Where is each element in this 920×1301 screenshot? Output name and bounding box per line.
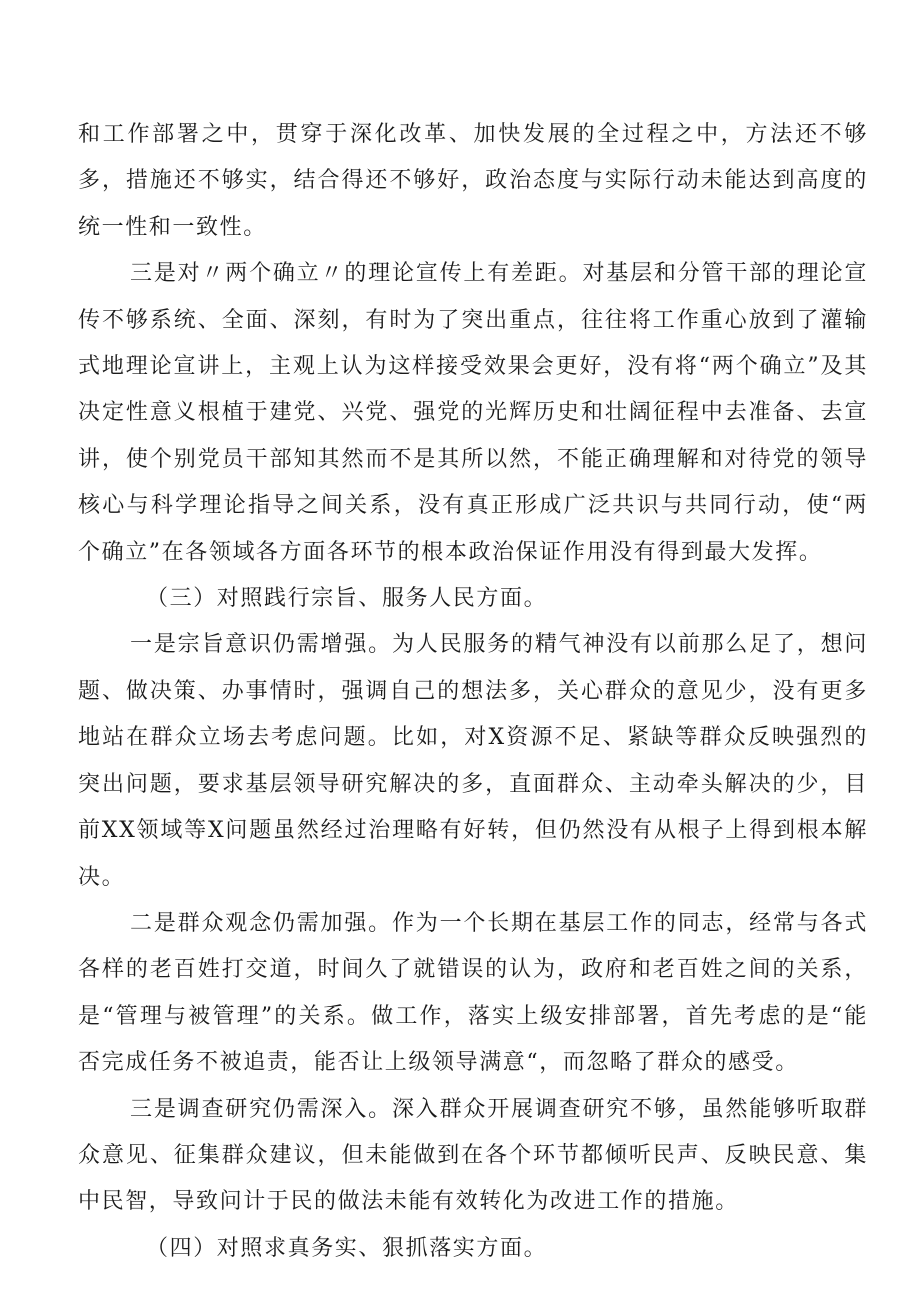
paragraph-continued: 和工作部署之中，贯穿于深化改革、加快发展的全过程之中，方法还不够多，措施还不够实，结合得还不够好，政治态度与实际行动未能达到高度的统一性和一致性。 xyxy=(78,122,868,240)
paragraph-purpose-awareness: 一是宗旨意识仍需增强。为人民服务的精气神没有以前那么足了，想问题、做决策、办事情时，强调自己的想法多，关心群众的意见少，没有更多地站在群众立场去考虑问题。比如，对X资源不足、紧缺等群众反映强烈的突出问题，要求基层领导研究解决的多，直面群众、主动牵头解决的少，目前XX领域等X问题虽然经过治理略有好转，但仍然没有从根子上得到根本解决。 xyxy=(78,632,868,890)
paragraph-theory-publicity: 三是对〃两个确立〃的理论宣传上有差距。对基层和分管干部的理论宣传不够系统、全面、深刻，有时为了突出重点，往往将工作重心放到了灌输式地理论宣讲上，主观上认为这样接受效果会更好，没有将“两个确立”及其决定性意义根植于建党、兴党、强党的光辉历史和壮阔征程中去准备、去宣讲，使个别党员干部知其然而不是其所以然，不能正确理解和对待党的领导核心与科学理论指导之间关系，没有真正形成广泛共识与共同行动，使“两个确立”在各领域各方面各环节的根本政治保证作用没有得到最大发挥。 xyxy=(78,261,868,565)
section-heading-3: （三）对照践行宗旨、服务人民方面。 xyxy=(146,586,548,612)
paragraph-mass-viewpoint: 二是群众观念仍需加强。作为一个长期在基层工作的同志，经常与各式各样的老百姓打交道，时间久了就错误的认为，政府和老百姓之间的关系，是“管理与被管理”的关系。做工作，落实上级安排部署，首先考虑的是“能否完成任务不被追责，能否让上级领导满意“，而忽略了群众的感受。 xyxy=(78,910,868,1076)
section-heading-4: （四）对照求真务实、狠抓落实方面。 xyxy=(146,1235,548,1261)
paragraph-investigation-research: 三是调查研究仍需深入。深入群众开展调查研究不够，虽然能够听取群众意见、征集群众建议，但未能做到在各个环节都倾听民声、反映民意、集中民智，导致问计于民的做法未能有效转化为改进工作的措施。 xyxy=(78,1096,868,1215)
